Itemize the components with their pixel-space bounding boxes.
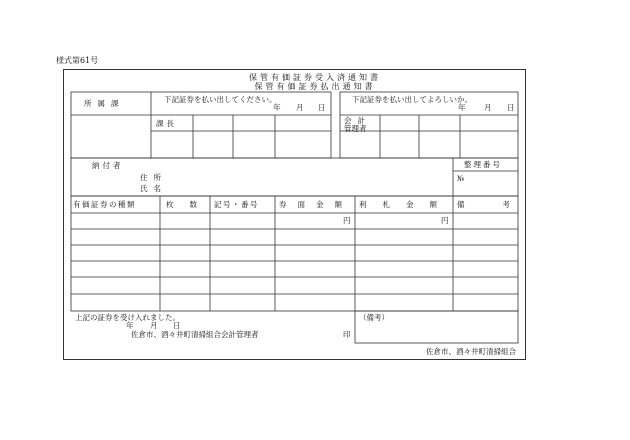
face-value-yen: 円	[343, 216, 351, 225]
upper-right-request: 下記証券を払い出してよろしいか。	[352, 95, 472, 104]
name-label: 氏名	[140, 184, 167, 193]
footer-month: 月	[150, 321, 158, 330]
upper-right-day: 日	[507, 103, 515, 112]
header-face-value: 券面金額	[279, 200, 353, 209]
title-withdrawal-notice: 保管有価証券払出通知書	[254, 82, 376, 91]
upper-left-year: 年	[273, 103, 281, 112]
footer-year: 年	[126, 321, 134, 330]
form-number: 様式第61号	[56, 56, 99, 65]
affiliation-label: 所属課	[84, 99, 125, 108]
section-chief-label: 課長	[156, 119, 177, 128]
header-serial-number: 記号・番号	[214, 200, 259, 209]
address-label: 住所	[140, 173, 167, 182]
header-coupon-value: 利札金額	[359, 200, 453, 209]
upper-left-month: 月	[296, 103, 304, 112]
upper-right-month: 月	[484, 103, 492, 112]
reference-number-sign: №	[457, 174, 465, 183]
remarks-label: （備考）	[359, 313, 389, 322]
footer-signer: 佐倉市、酒々井町清掃組合会計管理者	[131, 330, 259, 339]
title-received-notice: 保管有価証券受入済通知書	[249, 73, 381, 82]
coupon-value-yen: 円	[441, 216, 449, 225]
seal-mark: 印	[343, 330, 351, 339]
header-security-type: 有価証券の種類	[73, 200, 136, 209]
upper-left-request: 下記証券を払い出してください。	[164, 95, 277, 104]
payer-label: 納付者	[92, 161, 124, 170]
header-quantity: 枚数	[166, 200, 213, 209]
reference-number-label: 整理番号	[464, 160, 502, 169]
accountant-label-1: 会計	[344, 116, 371, 125]
footer-day: 日	[173, 321, 181, 330]
header-remarks: 備考	[457, 200, 548, 209]
organization-name: 佐倉市、酒々井町清掃組合	[426, 347, 516, 356]
received-statement: 上記の証券を受け入れました。	[75, 313, 180, 322]
upper-right-year: 年	[458, 103, 466, 112]
upper-left-day: 日	[318, 103, 326, 112]
accountant-label-2: 管理者	[344, 124, 367, 133]
